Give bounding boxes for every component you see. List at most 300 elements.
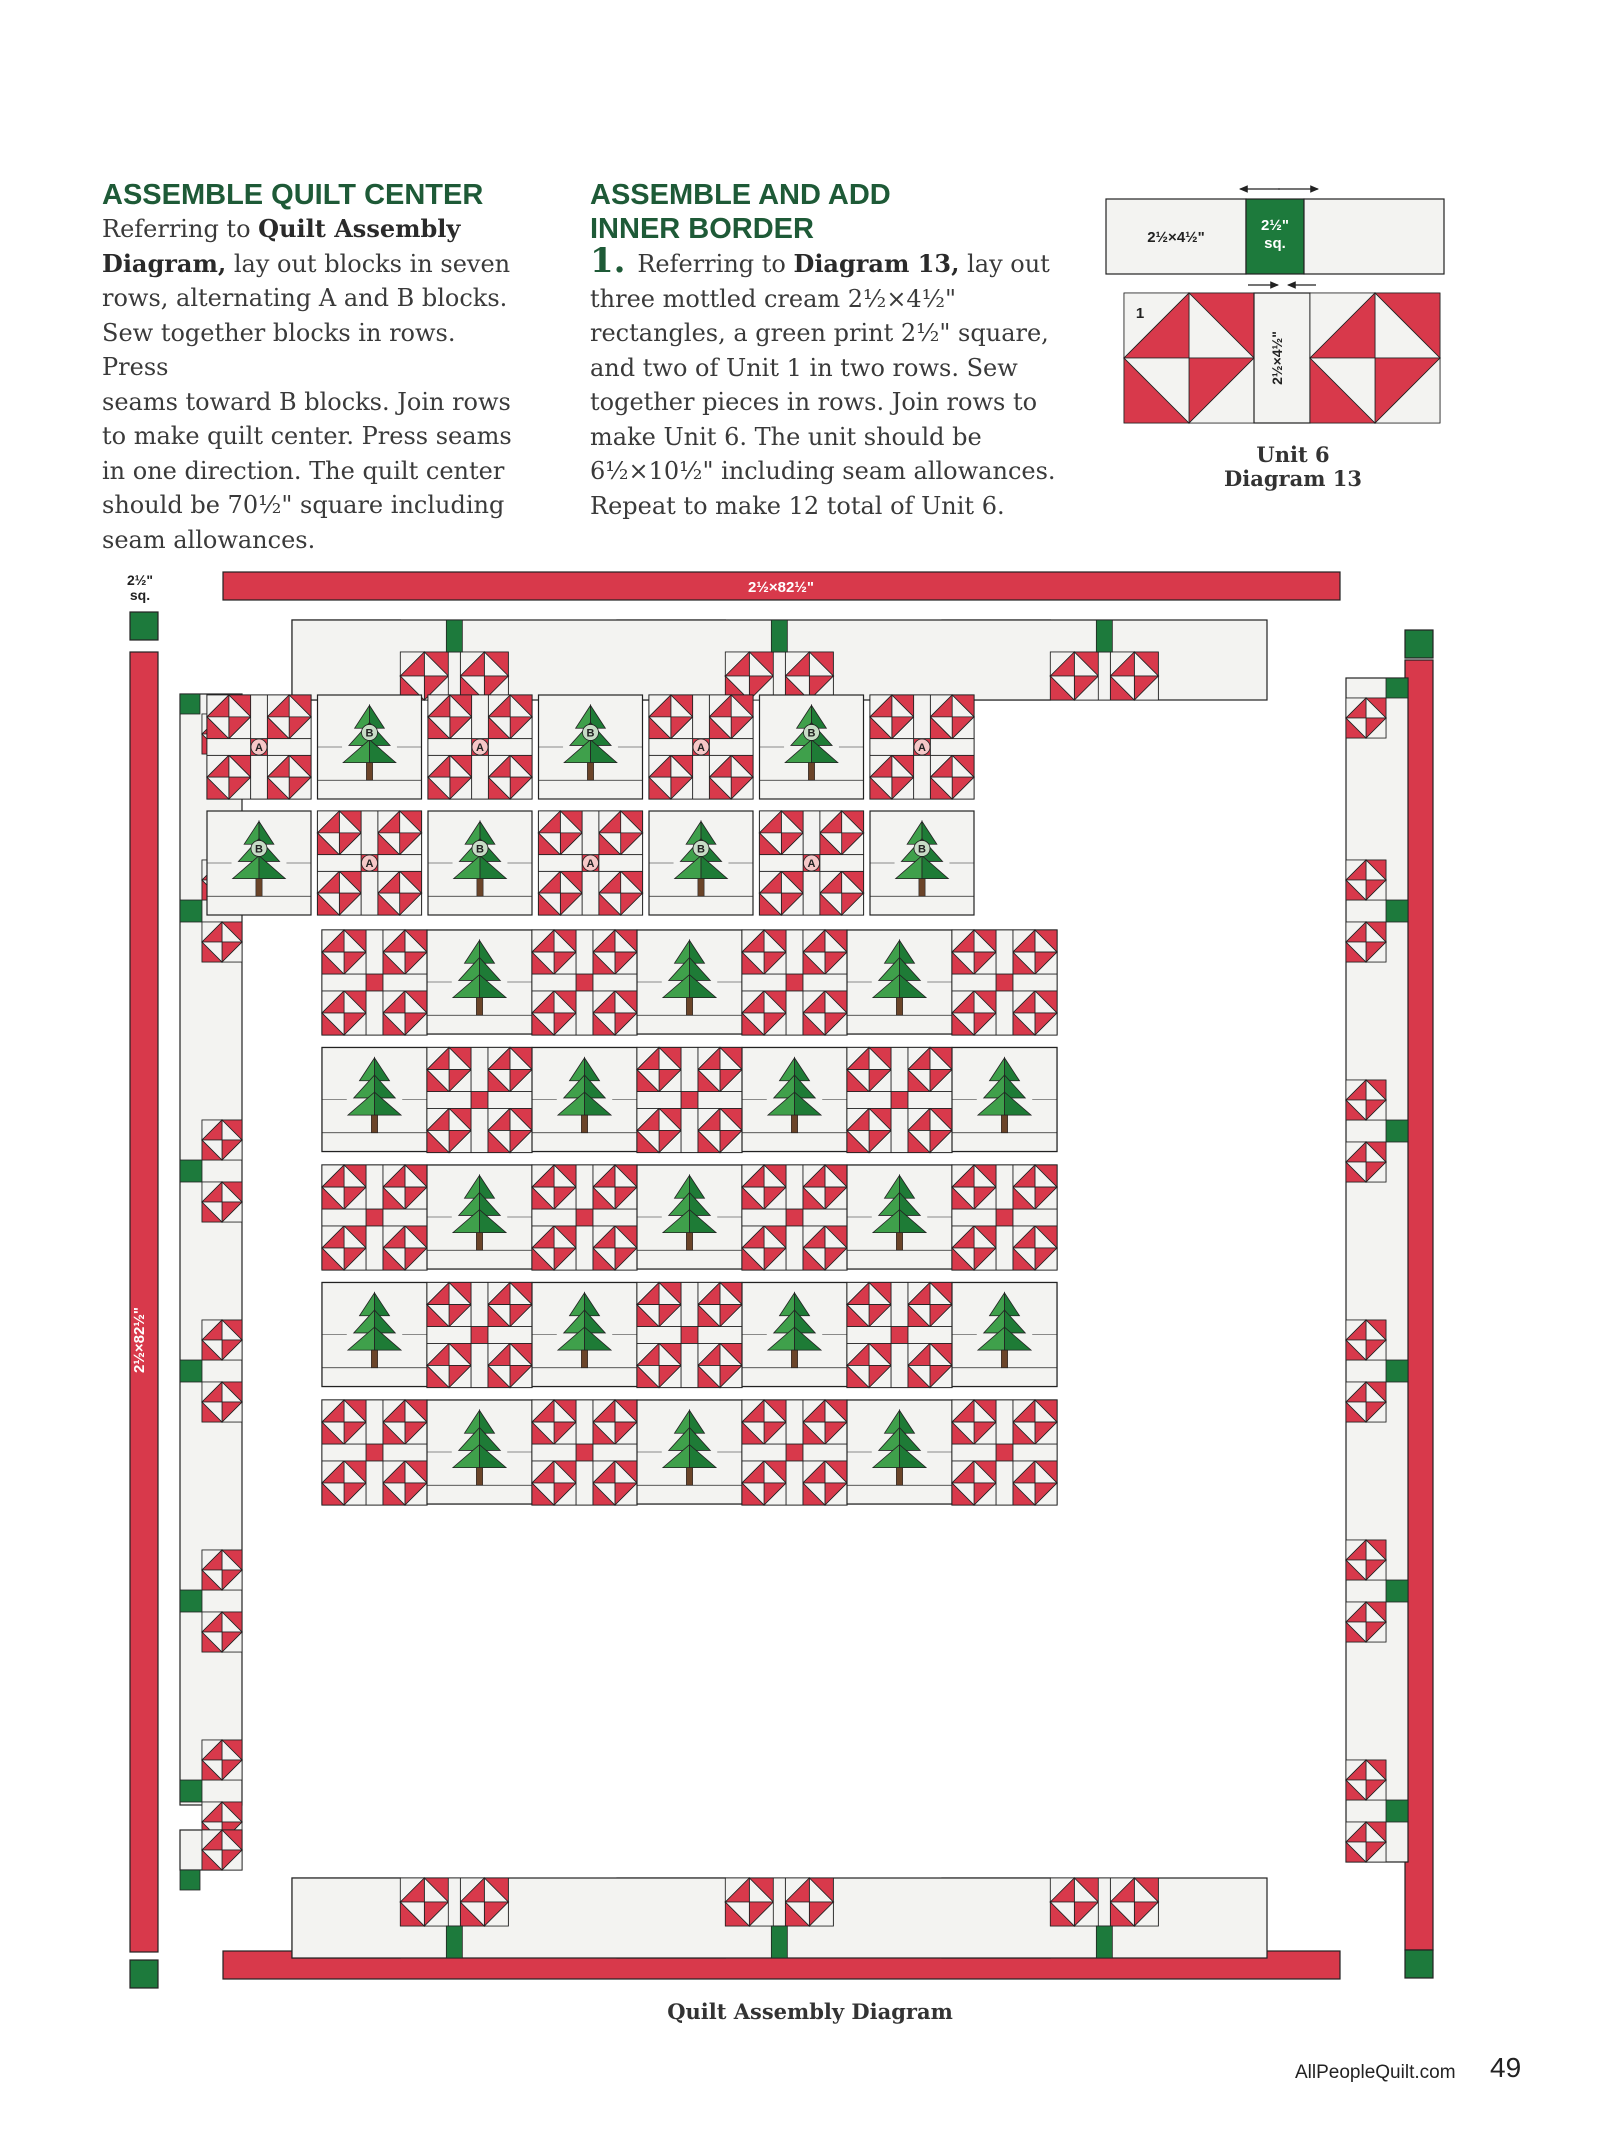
unit-1	[785, 652, 833, 700]
sashing	[532, 1209, 576, 1226]
sashing	[267, 739, 311, 756]
block-b	[637, 1165, 742, 1269]
center-square	[366, 1444, 383, 1461]
sashing	[847, 1092, 891, 1109]
unit-1	[637, 1343, 681, 1387]
corner-square	[130, 612, 158, 640]
unit-1	[322, 1400, 366, 1444]
center-square	[996, 1209, 1013, 1226]
block-b	[649, 811, 753, 915]
unit-1	[378, 811, 422, 855]
unit-1	[742, 930, 786, 974]
quilt-row	[322, 1165, 1057, 1270]
sashing	[471, 1048, 488, 1092]
tree-trunk	[371, 1115, 377, 1133]
unit-1	[1346, 1760, 1386, 1800]
unit-1	[698, 1343, 742, 1387]
unit-1	[698, 1108, 742, 1152]
inner-border-instructions	[590, 241, 1060, 523]
inner-border-line	[590, 420, 1060, 455]
tree-trunk	[1001, 1350, 1007, 1368]
unit-1	[202, 1612, 242, 1652]
sashing	[318, 855, 362, 872]
sashing	[322, 1444, 366, 1461]
unit-1	[322, 991, 366, 1035]
block-a-label: A	[586, 858, 595, 870]
sashing	[786, 1165, 803, 1209]
sashing	[428, 739, 472, 756]
unit-1	[427, 1048, 471, 1092]
sashing	[742, 1444, 786, 1461]
center-square	[366, 974, 383, 991]
sashing	[996, 930, 1013, 974]
page-number: 49	[1490, 2052, 1522, 2083]
strip-green-square	[1096, 620, 1112, 652]
unit-1-label: 1	[1135, 305, 1145, 322]
center-square	[576, 1444, 593, 1461]
unit-1	[870, 695, 914, 739]
text-span: rows, alternating A and B blocks.	[102, 284, 508, 312]
diagram-13-caption	[1178, 443, 1408, 491]
unit-1	[803, 991, 847, 1035]
block-a	[532, 930, 637, 1035]
center-square	[576, 1209, 593, 1226]
tree-trunk	[686, 998, 692, 1016]
inner-border-line	[590, 351, 1060, 386]
tree-trunk	[1001, 1115, 1007, 1133]
unit-1	[532, 1165, 576, 1209]
tree-trunk	[476, 998, 482, 1016]
sashing	[582, 811, 599, 855]
side-green-square	[1386, 678, 1408, 698]
block-b	[539, 695, 643, 799]
unit-1	[803, 930, 847, 974]
tree-trunk	[686, 1468, 692, 1486]
side-green-square	[1386, 900, 1408, 922]
sashing	[681, 1343, 698, 1387]
unit-1	[488, 695, 532, 739]
unit-1	[742, 1461, 786, 1505]
tree-trunk	[791, 1115, 797, 1133]
block-a	[532, 1400, 637, 1505]
seam-arrow-head	[1311, 186, 1318, 192]
unit-1	[318, 871, 362, 915]
sashing	[576, 1165, 593, 1209]
block-a-label: A	[697, 742, 705, 754]
unit-1	[637, 1108, 681, 1152]
sashing	[576, 1461, 593, 1505]
block-b	[532, 1283, 637, 1387]
strip-green-square	[771, 1926, 787, 1958]
step-number: 1.	[590, 241, 638, 281]
sashing	[488, 1092, 532, 1109]
unit-1	[202, 1120, 242, 1160]
sashing	[891, 1048, 908, 1092]
sashing	[593, 1444, 637, 1461]
unit-1	[742, 1165, 786, 1209]
unit-1	[709, 755, 753, 799]
unit-1	[593, 1461, 637, 1505]
text-span: to make quilt center. Press seams	[102, 422, 512, 450]
unit-1	[637, 1283, 681, 1327]
quilt-center-line	[102, 419, 522, 454]
sashing	[582, 871, 599, 915]
block-b-label: B	[365, 727, 374, 740]
tree-trunk	[371, 1350, 377, 1368]
sashing	[996, 1400, 1013, 1444]
unit-1	[593, 930, 637, 974]
unit-1	[760, 871, 804, 915]
tree-trunk	[808, 763, 814, 781]
sashing	[383, 1444, 427, 1461]
unit-1	[1013, 930, 1057, 974]
unit-1	[725, 1878, 773, 1926]
text-span: Referring to	[637, 250, 794, 278]
sashing	[847, 1327, 891, 1344]
sashing	[996, 1461, 1013, 1505]
unit-1	[1346, 1540, 1386, 1580]
block-a	[847, 1283, 952, 1388]
unit-1	[593, 991, 637, 1035]
unit-1	[742, 991, 786, 1035]
unit-1	[428, 755, 472, 799]
unit-1	[593, 1165, 637, 1209]
unit-1	[803, 1461, 847, 1505]
sashing	[996, 991, 1013, 1035]
block-a	[532, 1165, 637, 1270]
tree-trunk	[791, 1350, 797, 1368]
unit-1	[1346, 1382, 1386, 1422]
unit-1	[1013, 1226, 1057, 1270]
block-a	[870, 695, 974, 799]
unit-1	[378, 871, 422, 915]
bold-reference: Quilt Assembly	[258, 214, 461, 243]
unit-1	[930, 755, 974, 799]
tree-trunk	[919, 879, 925, 897]
inner-border-line	[590, 385, 1060, 420]
unit-1	[952, 991, 996, 1035]
side-green-square	[180, 1360, 202, 1382]
unit-1	[1013, 1400, 1057, 1444]
sashing	[649, 739, 693, 756]
block-b	[428, 811, 532, 915]
sashing	[488, 1327, 532, 1344]
quilt-center-line	[102, 454, 522, 489]
unit-1	[908, 1343, 952, 1387]
bold-reference: Diagram,	[102, 248, 227, 278]
unit-1	[539, 811, 583, 855]
quilt-center-line	[102, 281, 522, 316]
unit-1	[202, 1182, 242, 1222]
text-span: Sew together blocks in rows. Press	[102, 318, 456, 381]
corner-label-2: sq.	[129, 587, 151, 603]
unit-1	[1346, 860, 1386, 900]
unit-1	[599, 871, 643, 915]
sashing	[996, 1165, 1013, 1209]
sashing	[366, 1400, 383, 1444]
unit-1	[908, 1048, 952, 1092]
text-span: lay out	[959, 250, 1050, 278]
unit-1	[952, 1400, 996, 1444]
sashing	[786, 1400, 803, 1444]
text-span: seams toward B blocks. Join rows	[102, 387, 511, 416]
text-span: rectangles, a green print 2½" square,	[590, 319, 1049, 347]
sashing	[251, 695, 268, 739]
unit-1	[1346, 1602, 1386, 1642]
text-span: together pieces in rows. Join rows to	[590, 388, 1038, 416]
unit-6-caption: Unit 6	[1256, 442, 1330, 467]
sashing	[914, 695, 931, 739]
section-quilt-center	[102, 178, 522, 557]
unit-1	[742, 1226, 786, 1270]
unit-1	[202, 1830, 242, 1870]
sashing	[366, 930, 383, 974]
block-a	[539, 811, 643, 915]
footer-site: AllPeopleQuilt.com	[1295, 2062, 1456, 2083]
sashing	[891, 1283, 908, 1327]
right-border	[1405, 660, 1433, 1950]
block-a	[742, 930, 847, 1035]
block-a	[637, 1283, 742, 1388]
unit-1	[1050, 652, 1098, 700]
tree-trunk	[476, 1468, 482, 1486]
unit-1	[637, 1048, 681, 1092]
strip-sashing	[773, 1878, 785, 1926]
inner-border-line	[590, 454, 1060, 489]
corner-square	[1405, 1950, 1433, 1978]
sashing	[361, 811, 378, 855]
sashing	[366, 1226, 383, 1270]
block-b	[427, 1400, 532, 1504]
center-square	[891, 1327, 908, 1344]
unit-1	[847, 1108, 891, 1152]
unit-1	[488, 1343, 532, 1387]
strip-sashing	[1098, 1878, 1110, 1926]
unit-1	[709, 695, 753, 739]
sashing	[322, 1209, 366, 1226]
block-a	[637, 1048, 742, 1153]
quilt-center-line	[102, 212, 522, 247]
unit-1	[803, 1226, 847, 1270]
unit-1	[428, 695, 472, 739]
top-border-label: 2½×82½"	[748, 579, 814, 596]
unit-1	[202, 1382, 242, 1422]
block-b	[427, 930, 532, 1034]
block-a	[322, 930, 427, 1035]
sashing	[742, 974, 786, 991]
sashing	[383, 1209, 427, 1226]
unit-1	[383, 991, 427, 1035]
sashing	[637, 1327, 681, 1344]
sashing	[908, 1327, 952, 1344]
sashing	[472, 695, 489, 739]
seam-arrow-head	[1288, 282, 1295, 288]
side-green-square	[180, 694, 200, 714]
block-b	[322, 1283, 427, 1387]
unit-1	[202, 922, 242, 962]
sashing	[952, 974, 996, 991]
sashing	[576, 930, 593, 974]
text-span: make Unit 6. The unit should be	[590, 422, 982, 451]
sashing	[803, 871, 820, 915]
sashing	[996, 1226, 1013, 1270]
side-green-square	[1386, 1800, 1408, 1822]
unit-1	[593, 1226, 637, 1270]
sashing	[427, 1327, 471, 1344]
unit-1	[539, 871, 583, 915]
unit-1	[383, 1400, 427, 1444]
unit-1	[952, 1165, 996, 1209]
block-b-label: B	[586, 727, 595, 740]
sashing	[760, 855, 804, 872]
sashing	[383, 974, 427, 991]
quilt-row	[322, 1400, 1057, 1505]
sashing	[599, 855, 643, 872]
left-border	[130, 652, 158, 1952]
sashing	[471, 1108, 488, 1152]
block-a	[322, 1165, 427, 1270]
text-span: in one direction. The quilt center	[102, 456, 505, 485]
block-b	[760, 695, 864, 799]
text-span: Repeat to make 12 total of Unit 6.	[590, 491, 1005, 520]
side-green-square	[1386, 1360, 1408, 1382]
sashing	[251, 755, 268, 799]
text-span: lay out blocks in seven	[226, 249, 511, 278]
unit-1	[318, 811, 362, 855]
text-span: seam allowances.	[102, 525, 316, 554]
unit-1	[760, 811, 804, 855]
side-green-square	[180, 1590, 202, 1612]
unit-1	[383, 930, 427, 974]
unit-1	[952, 1226, 996, 1270]
tree-trunk	[581, 1115, 587, 1133]
block-b	[207, 811, 311, 915]
sashing	[914, 755, 931, 799]
sashing	[803, 1209, 847, 1226]
tree-trunk	[366, 763, 372, 781]
sashing	[786, 991, 803, 1035]
block-b	[322, 1048, 427, 1152]
strip-green-square	[446, 620, 462, 652]
quilt-center-line	[102, 385, 522, 420]
sashing	[532, 1444, 576, 1461]
side-green-square	[1386, 1120, 1408, 1142]
sashing	[786, 1226, 803, 1270]
center-square	[366, 1209, 383, 1226]
vertical-rect-label: 2½×4½"	[1269, 331, 1285, 385]
unit-1	[803, 1400, 847, 1444]
unit-1	[267, 695, 311, 739]
unit-1	[383, 1165, 427, 1209]
sashing	[366, 1461, 383, 1505]
quilt-center-instructions	[102, 212, 522, 557]
block-a	[742, 1165, 847, 1270]
block-b	[532, 1048, 637, 1152]
block-a	[318, 811, 422, 915]
unit-1	[202, 1740, 242, 1780]
strip-green-square	[446, 1926, 462, 1958]
unit-1	[742, 1400, 786, 1444]
inner-border-line	[590, 241, 1060, 282]
text-span: should be 70½" square including	[102, 491, 505, 519]
sashing	[471, 1283, 488, 1327]
unit-1	[460, 1878, 508, 1926]
block-a	[649, 695, 753, 799]
unit-1	[1346, 1080, 1386, 1120]
unit-1	[532, 1226, 576, 1270]
sashing	[576, 1226, 593, 1270]
sashing	[576, 991, 593, 1035]
center-square	[786, 1444, 803, 1461]
green-square-label-1: 2½"	[1261, 217, 1289, 234]
unit-1	[532, 1461, 576, 1505]
unit-1	[427, 1343, 471, 1387]
block-b	[742, 1048, 847, 1152]
block-b	[952, 1283, 1057, 1387]
block-a	[760, 811, 864, 915]
block-a	[742, 1400, 847, 1505]
sashing	[427, 1092, 471, 1109]
center-square	[996, 974, 1013, 991]
unit-1	[322, 1461, 366, 1505]
block-b	[847, 1165, 952, 1269]
tree-trunk	[256, 879, 262, 897]
tree-trunk	[686, 1233, 692, 1251]
side-green-square	[180, 900, 202, 922]
sashing	[709, 739, 753, 756]
sashing	[681, 1283, 698, 1327]
block-b	[427, 1165, 532, 1269]
unit-1	[1346, 1142, 1386, 1182]
block-a	[847, 1048, 952, 1153]
center-square	[891, 1092, 908, 1109]
block-a	[427, 1048, 532, 1153]
unit-1	[649, 695, 693, 739]
sashing	[378, 855, 422, 872]
sashing	[539, 855, 583, 872]
sashing	[593, 974, 637, 991]
unit-1	[803, 1165, 847, 1209]
inner-border-strip	[292, 1878, 1267, 1958]
center-square	[786, 1209, 803, 1226]
quilt-row	[322, 930, 1057, 1035]
tree-trunk	[698, 879, 704, 897]
block-a	[427, 1283, 532, 1388]
unit-1	[870, 755, 914, 799]
quilt-center-line	[102, 247, 522, 282]
unit-1	[488, 1048, 532, 1092]
unit-1	[267, 755, 311, 799]
strip-green-square	[1096, 1926, 1112, 1958]
text-span: Referring to	[102, 215, 259, 243]
sashing	[952, 1444, 996, 1461]
unit-1	[488, 1108, 532, 1152]
unit-1	[785, 1878, 833, 1926]
sashing	[820, 855, 864, 872]
tree-trunk	[587, 763, 593, 781]
strip-sashing	[1098, 652, 1110, 700]
heading-assemble-inner-border-line2: INNER BORDER	[590, 213, 814, 245]
block-a	[952, 930, 1057, 1035]
inner-border-line	[590, 282, 1060, 317]
sashing	[1013, 1444, 1057, 1461]
sashing	[471, 1343, 488, 1387]
sashing	[698, 1327, 742, 1344]
unit-1	[1050, 1878, 1098, 1926]
unit-1	[847, 1343, 891, 1387]
block-a	[207, 695, 311, 799]
sashing	[698, 1092, 742, 1109]
